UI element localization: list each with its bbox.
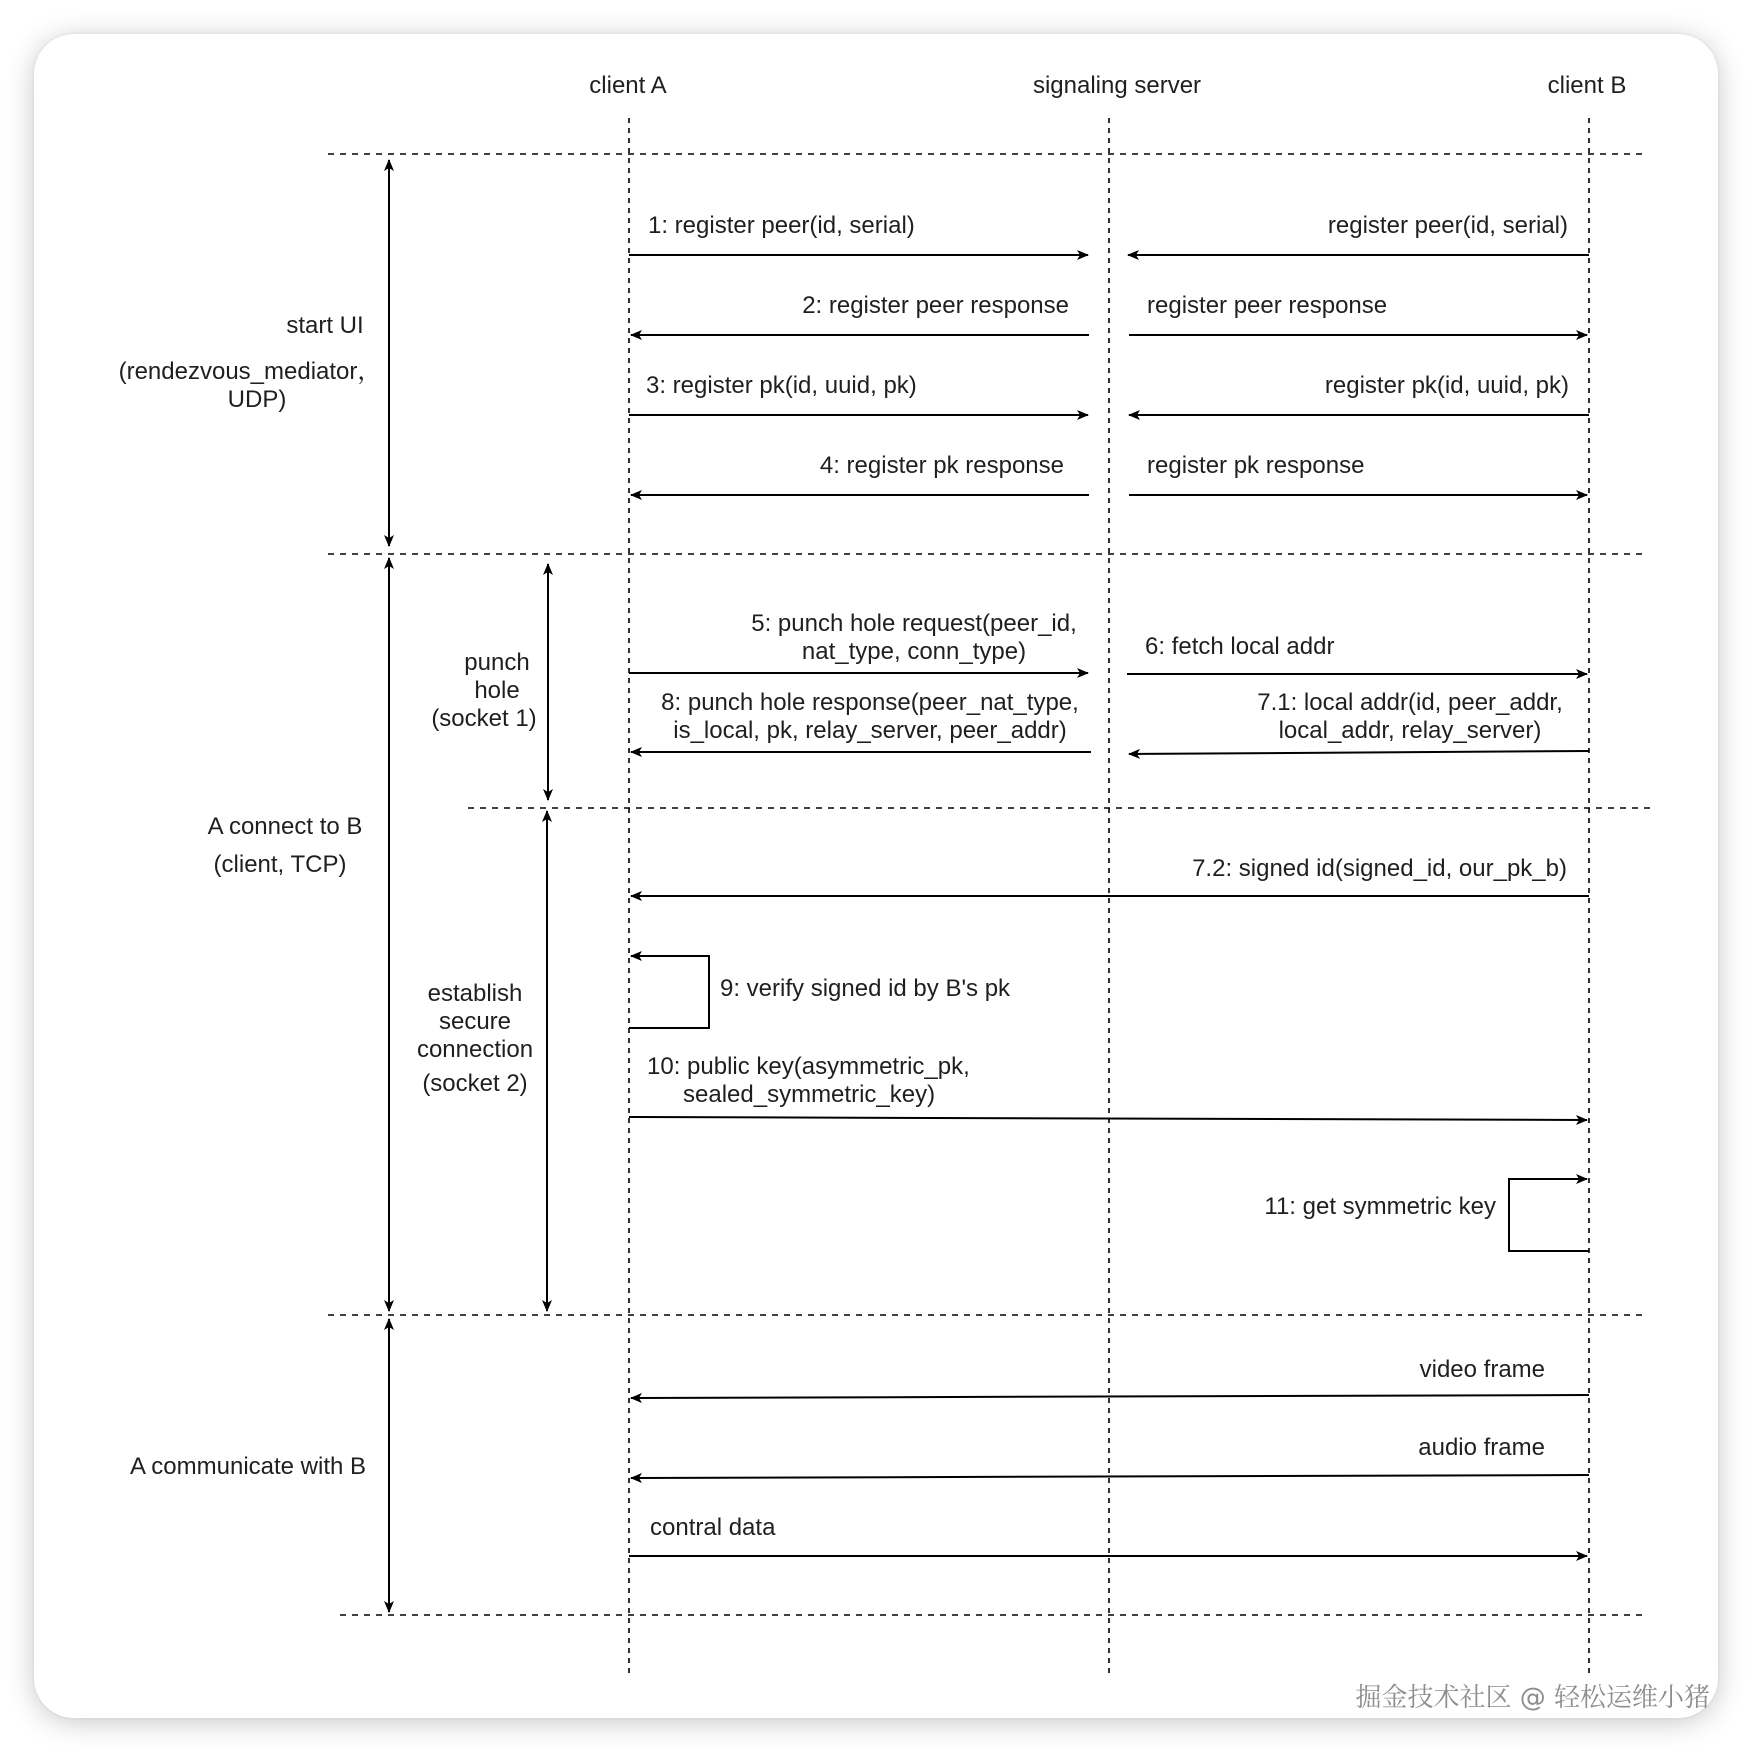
msg-8-label-1: 8: punch hole response(peer_nat_type, <box>661 689 1079 716</box>
watermark: 掘金技术社区 @ 轻松运维小猪 <box>1355 1683 1710 1713</box>
msg-5-label-1: 5: punch hole request(peer_id, <box>751 610 1077 637</box>
msg-9-label: 9: verify signed id by B's pk <box>720 975 1011 1002</box>
msg-11-label: 11: get symmetric key <box>1264 1193 1496 1220</box>
msg-3b-label: register pk(id, uuid, pk) <box>1324 372 1569 399</box>
phase-establish-label: establish <box>427 980 523 1007</box>
msg-4b-label: register pk response <box>1147 452 1365 479</box>
phase-start-ui-label: start UI <box>286 312 364 339</box>
arrow-video-frame <box>631 1395 1589 1398</box>
phase-establish-label-3: connection <box>416 1036 534 1063</box>
msg-5-label-2: nat_type, conn_type) <box>801 638 1027 665</box>
msg-10-label-1: 10: public key(asymmetric_pk, <box>647 1053 970 1080</box>
control-data-label: contral data <box>650 1514 776 1541</box>
participant-client-b: client B <box>1547 72 1627 99</box>
audio-frame-label: audio frame <box>1418 1434 1545 1461</box>
msg-1-label: 1: register peer(id, serial) <box>648 212 915 239</box>
phase-connect-label: A connect to B <box>207 813 363 840</box>
msg-7-2-label: 7.2: signed id(signed_id, our_pk_b) <box>1192 855 1567 882</box>
phase-start-ui-sublabel: (rendezvous_mediator， <box>118 358 382 385</box>
msg-2b-label: register peer response <box>1147 292 1388 319</box>
msg-1b-label: register peer(id, serial) <box>1327 212 1568 239</box>
phase-start-ui-sublabel-2: UDP) <box>227 386 287 413</box>
arrow-msg-9-self <box>629 956 709 1028</box>
arrow-msg-11-self <box>1509 1179 1589 1251</box>
msg-2-label: 2: register peer response <box>802 292 1069 319</box>
phase-punch-label-2: hole <box>474 677 520 704</box>
msg-8-label-2: is_local, pk, relay_server, peer_addr) <box>673 717 1067 744</box>
phase-punch-label-3: (socket 1) <box>431 705 537 732</box>
msg-4-label: 4: register pk response <box>819 452 1064 479</box>
video-frame-label: video frame <box>1419 1356 1545 1383</box>
arrow-msg-7-1 <box>1129 751 1589 754</box>
msg-6-label: 6: fetch local addr <box>1145 633 1335 660</box>
phase-punch-label: punch <box>464 649 530 676</box>
arrow-msg-10 <box>629 1117 1587 1120</box>
msg-3-label: 3: register pk(id, uuid, pk) <box>646 372 917 399</box>
msg-7-1-label-1: 7.1: local addr(id, peer_addr, <box>1257 689 1563 716</box>
participant-signaling-server: signaling server <box>1032 72 1202 99</box>
msg-10-label-2: sealed_symmetric_key) <box>683 1081 936 1108</box>
msg-7-1-label-2: local_addr, relay_server) <box>1278 717 1542 744</box>
phase-communicate-label: A communicate with B <box>129 1453 367 1480</box>
arrow-audio-frame <box>631 1475 1589 1478</box>
phase-establish-label-4: (socket 2) <box>422 1070 528 1097</box>
phase-establish-label-2: secure <box>438 1008 512 1035</box>
participant-client-a: client A <box>589 72 667 99</box>
phase-connect-sublabel: (client, TCP) <box>213 851 347 878</box>
